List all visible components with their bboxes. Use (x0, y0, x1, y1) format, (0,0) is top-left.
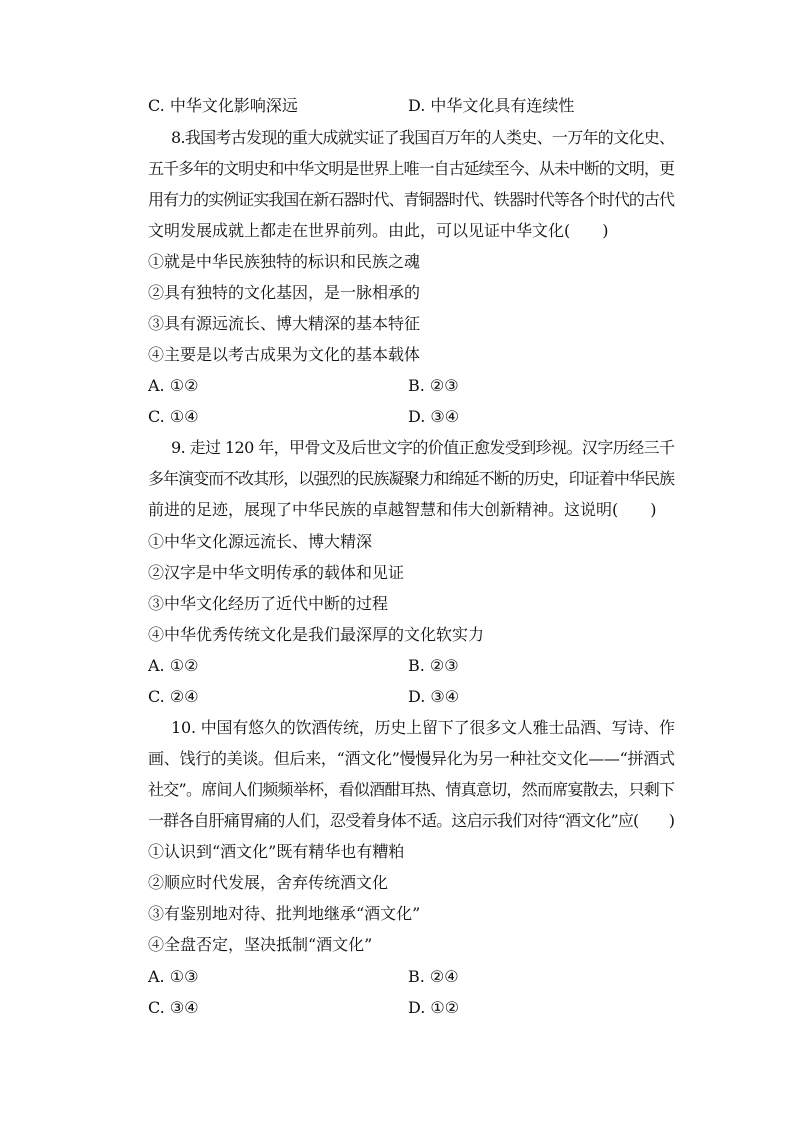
q8-stem-line-2: 五千多年的文明史和中华文明是世界上唯一自古延续至今、从未中断的文明，更 (148, 159, 675, 178)
q9-option-c: C. ②④ (148, 687, 199, 706)
q7-option-d: D. 中华文化具有连续性 (408, 96, 575, 115)
q10-statement-1: ①认识到“酒文化”既有精华也有糟粕 (148, 842, 405, 861)
q8-stem-line-3: 用有力的实例证实我国在新石器时代、青铜器时代、铁器时代等各个时代的古代 (148, 190, 675, 209)
q9-statement-1: ①中华文化源远流长、博大精深 (148, 532, 373, 551)
q9-statement-3: ③中华文化经历了近代中断的过程 (148, 594, 389, 613)
q8-statement-3: ③具有源远流长、博大精深的基本特征 (148, 314, 421, 333)
q10-option-b: B. ②④ (408, 967, 459, 986)
q8-option-d: D. ③④ (408, 407, 460, 426)
q9-statement-2: ②汉字是中华文明传承的载体和见证 (148, 563, 405, 582)
q8-statement-4: ④主要是以考古成果为文化的基本载体 (148, 345, 421, 364)
q10-option-d: D. ①② (408, 998, 460, 1017)
q10-statement-3: ③有鉴别地对待、批判地继承“酒文化” (148, 904, 421, 923)
q8-statement-2: ②具有独特的文化基因，是一脉相承的 (148, 283, 421, 302)
q10-stem-line-2: 画、饯行的美谈。但后来，“酒文化”慢慢异化为另一种社交文化——“拼酒式 (148, 749, 675, 768)
q10-stem-line-3: 社交”。席间人们频频举杯，看似酒酣耳热、情真意切，然而席宴散去，只剩下 (148, 780, 675, 799)
q9-option-b: B. ②③ (408, 656, 459, 675)
q10-statement-4: ④全盘否定，坚决抵制“酒文化” (148, 935, 373, 954)
q10-option-c: C. ③④ (148, 998, 199, 1017)
q9-stem-line-1: 9. 走过 120 年，甲骨文及后世文字的价值正愈发受到珍视。汉字历经三千 (171, 438, 675, 457)
q9-stem-line-3: 前进的足迹，展现了中华民族的卓越智慧和伟大创新精神。这说明( ) (148, 500, 657, 519)
q10-stem-line-1: 10. 中国有悠久的饮酒传统，历史上留下了很多文人雅士品酒、写诗、作 (171, 718, 675, 737)
q9-option-a: A. ①② (148, 656, 199, 675)
q8-stem-line-4: 文明发展成就上都走在世界前列。由此，可以见证中华文化( ) (148, 221, 609, 240)
q8-option-a: A. ①② (148, 376, 199, 395)
q9-stem-line-2: 多年演变而不改其形，以强烈的民族凝聚力和绵延不断的历史，印证着中华民族 (148, 469, 675, 488)
q9-statement-4: ④中华优秀传统文化是我们最深厚的文化软实力 (148, 625, 485, 644)
q9-option-d: D. ③④ (408, 687, 460, 706)
q10-option-a: A. ①③ (148, 967, 199, 986)
q10-stem-line-4: 一群各自肝痛胃痛的人们，忍受着身体不适。这启示我们对待“酒文化”应( ) (148, 811, 675, 830)
q7-option-c: C. 中华文化影响深远 (148, 96, 298, 115)
q10-statement-2: ②顺应时代发展，舍弃传统酒文化 (148, 873, 389, 892)
q8-statement-1: ①就是中华民族独特的标识和民族之魂 (148, 252, 421, 271)
q8-option-c: C. ①④ (148, 407, 199, 426)
q8-stem-line-1: 8.我国考古发现的重大成就实证了我国百万年的人类史、一万年的文化史、 (171, 128, 675, 147)
q8-option-b: B. ②③ (408, 376, 459, 395)
